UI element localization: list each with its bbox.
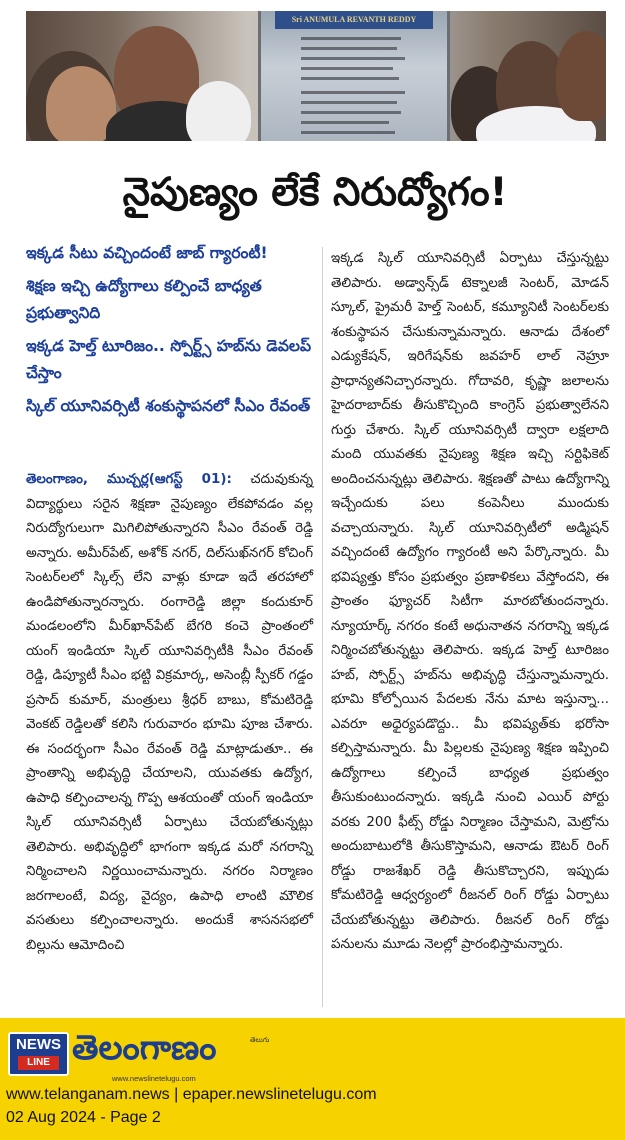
plaque-heading xyxy=(275,11,433,29)
article-body-right: ఇక్కడ స్కిల్ యూనివర్సిటీ ఏర్పాటు చేస్తున్నట్టు తెలిపారు. అడ్వాన్స్‌డ్ టెక్నాలజీ సెంటర్, మోడన్ స్కూల్, ప్రైమరీ హెల్త్ సెంటర్, కమ్యూనిటీ సెంటర్‌లకు శంకుస్థాపన చేసుకున్నామన్నారు. ఆనాడు దేశంలో ఎడ్యుకేషన్, ఇరిగేషన్‌కు జవహర్ లాల్ నెహ్రూ ప్రాధాన్యతనిచ్చారన్నారు. గోదావరి, కృష్ణా జలాలను హైదరాబాద్‌కు తీసుకొచ్చింది కాంగ్రెస్ ప్రభుత్వాలేనని గుర్తు చేశారు. స్కిల్ యూనివర్సిటీ ద్వారా లక్షలాది మంది యువతకు నైపుణ్య శిక్షణ ఇచ్చి సర్టిఫికెట్ అందించనున్నట్లు తెలిపారు. శిక్షణతో పాటు ఉద్యోగాన్ని ఇచ్చేందుకు పలు కంపెనీలు ముందుకు వచ్చాయన్నారు. స్కిల్ యూనివర్సిటీలో అడ్మిషన్ వచ్చిందంటే ఉద్యోగం గ్యారంటీ అని పేర్కొన్నారు. మీ భవిష్యత్తు కోసం ప్రభుత్వం ప్రణాళికలు వేస్తోందని, ఈ ప్రాంతం ఫ్యూచర్ సిటీగా మారబోతుందన్నారు. న్యూయార్క్ నగరం కంటే అధునాతన నగరాన్ని ఇక్కడ నిర్మించబోతున్నట్టు తెలిపారు. ఇక్కడ హెల్త్ టూరిజం హబ్, స్పోర్ట్స్ హబ్‌ను అభివృద్ధి చేస్తున్నామన్నారు. భూమి కోల్పోయిన పేదలకు నేను మాట ఇస్తున్నా... ఎవరూ అధైర్యపడొద్దు.. మీ భవిష్యత్‌కు భరోసా కల్పిస్తామన్నారు. మీ పిల్లలకు నైపుణ్య శిక్షణ ఇప్పించి ఉద్యోగాలు కల్పించే బాధ్యత ప్రభుత్వం తీసుకుంటుందన్నారు. ఇక్కడి నుంచి ఎయిర్ పోర్టు వరకు 200 ఫీట్స్ రోడ్డు నిర్మాణం చేస్తామని, మెట్రోను అందుబాటులోకి తీసుకొస్తామని, ఆనాడు ఔటర్ రింగ్ రోడ్డు రాజశేఖర్ రెడ్డి తీసుకొచ్చారని, ఇప్పుడు కోమటిరెడ్డి ఆధ్వర్యంలో రీజనల్ రింగ్ రోడ్డు ఏర్పాటు చేయబోతున్నట్టు తెలిపారు. రీజనల్ రింగ్ రోడ్డు పనులను మూడు నెలల్లో ప్రారంభిస్తామన్నారు. xyxy=(331,251,609,952)
subheadings-block xyxy=(26,240,316,420)
brand-tagline: తెలుగు xyxy=(250,1036,270,1044)
article-body-left xyxy=(26,468,313,958)
footer-banner xyxy=(0,1018,625,1140)
column-divider xyxy=(322,247,323,1007)
subheading: ఇక్కడ సీటు వచ్చిందంటే జాబ్ గ్యారంటీ! xyxy=(26,244,268,262)
person-figure xyxy=(186,81,251,141)
brand-website: www.newslinetelugu.com xyxy=(112,1074,196,1083)
footer-urls: www.telanganam.news | epaper.newslinetelugu.com xyxy=(6,1086,377,1103)
person-figure xyxy=(556,31,606,121)
footer-date-page: 02 Aug 2024 - Page 2 xyxy=(6,1109,161,1126)
brand-name: తెలంగాణం xyxy=(72,1028,217,1068)
foundation-plaque xyxy=(258,11,450,141)
logo-news-text: NEWS xyxy=(16,1036,61,1053)
subheading: శిక్షణ ఇచ్చి ఉద్యోగాలు కల్పించే బాధ్యత ప్రభుత్వానిది xyxy=(26,277,262,322)
body-text-left: చదువుకున్న విద్యార్థులు సరైన శిక్షణా నైపుణ్యం లేకపోవడం వల్ల నిరుద్యోగులుగా మిగిలిపోతున్నారని సీఎం రేవంత్ రెడ్డి అన్నారు. అమీర్‌పేట్, అశోక్ నగర్, దిల్‌సుఖ్‌నగర్ కోచింగ్ సెంటర్‌లలో స్కిల్స్ లేని వాళ్లు కూడా ఇదే తరహాలో ఉండిపోతున్నారన్నారు. రంగారెడ్డి జిల్లా కందుకూర్ మండలంలోని మీర్‌ఖాన్‌పేట్ బేగరి కంచె ప్రాంతంలో యంగ్ ఇండియా స్కిల్ యూనివర్సిటీకి సీఎం రేవంత్ రెడ్డి, డిప్యూటీ సీఎం భట్టి విక్రమార్క, అసెంబ్లీ స్పీకర్ గడ్డం ప్రసాద్ కుమార్, మంత్రులు శ్రీధర్ బాబు, కోమటిరెడ్డి వెంకట్ రెడ్డిలతో కలిసి గురువారం భూమి పూజ చేశారు. ఈ సందర్భంగా సీఎం రేవంత్ రెడ్డి మాట్లాడుతూ.. ఈ ప్రాంతాన్ని అభివృద్ధి చేయాలని, యువతకు ఉద్యోగ, ఉపాధి కల్పించాలన్న గొప్ప ఆశయంతో యంగ్ ఇండియా స్కిల్ యూనివర్సిటీ ఏర్పాటు చేయబోతున్నట్లు తెలిపారు. అభివృద్ధిలో భాగంగా ఇక్కడ మరో నగరాన్ని నిర్మించాలని నిర్ణయించామన్నారు. నగరం నిర్మాణం జరగాలంటే, విద్య, వైద్యం, ఉపాధి లాంటి మౌలిక వసతులు కల్పించాలన్నారు. అందుకే శాసనసభలో బిల్లును ఆమోదించి xyxy=(26,472,313,953)
article-headline: నైపుణ్యం లేకే నిరుద్యోగం! xyxy=(122,170,508,215)
subheading: ఇక్కడ హెల్త్ టూరిజం.. స్పోర్ట్స్ హబ్‌ను డెవలప్ చేస్తాం xyxy=(26,337,312,382)
article-photo xyxy=(26,11,606,141)
subheading: స్కిల్ యూనివర్సిటీ శంకుస్థాపనలో సీఎం రేవంత్ xyxy=(26,397,311,415)
plaque-heading-text: Sri ANUMULA REVANTH REDDY xyxy=(291,15,417,24)
dateline: తెలంగాణం, ముచ్చర్ల(ఆగస్ట్ 01): xyxy=(26,472,232,487)
newsline-logo xyxy=(8,1032,69,1076)
logo-line-text: LINE xyxy=(18,1056,59,1070)
